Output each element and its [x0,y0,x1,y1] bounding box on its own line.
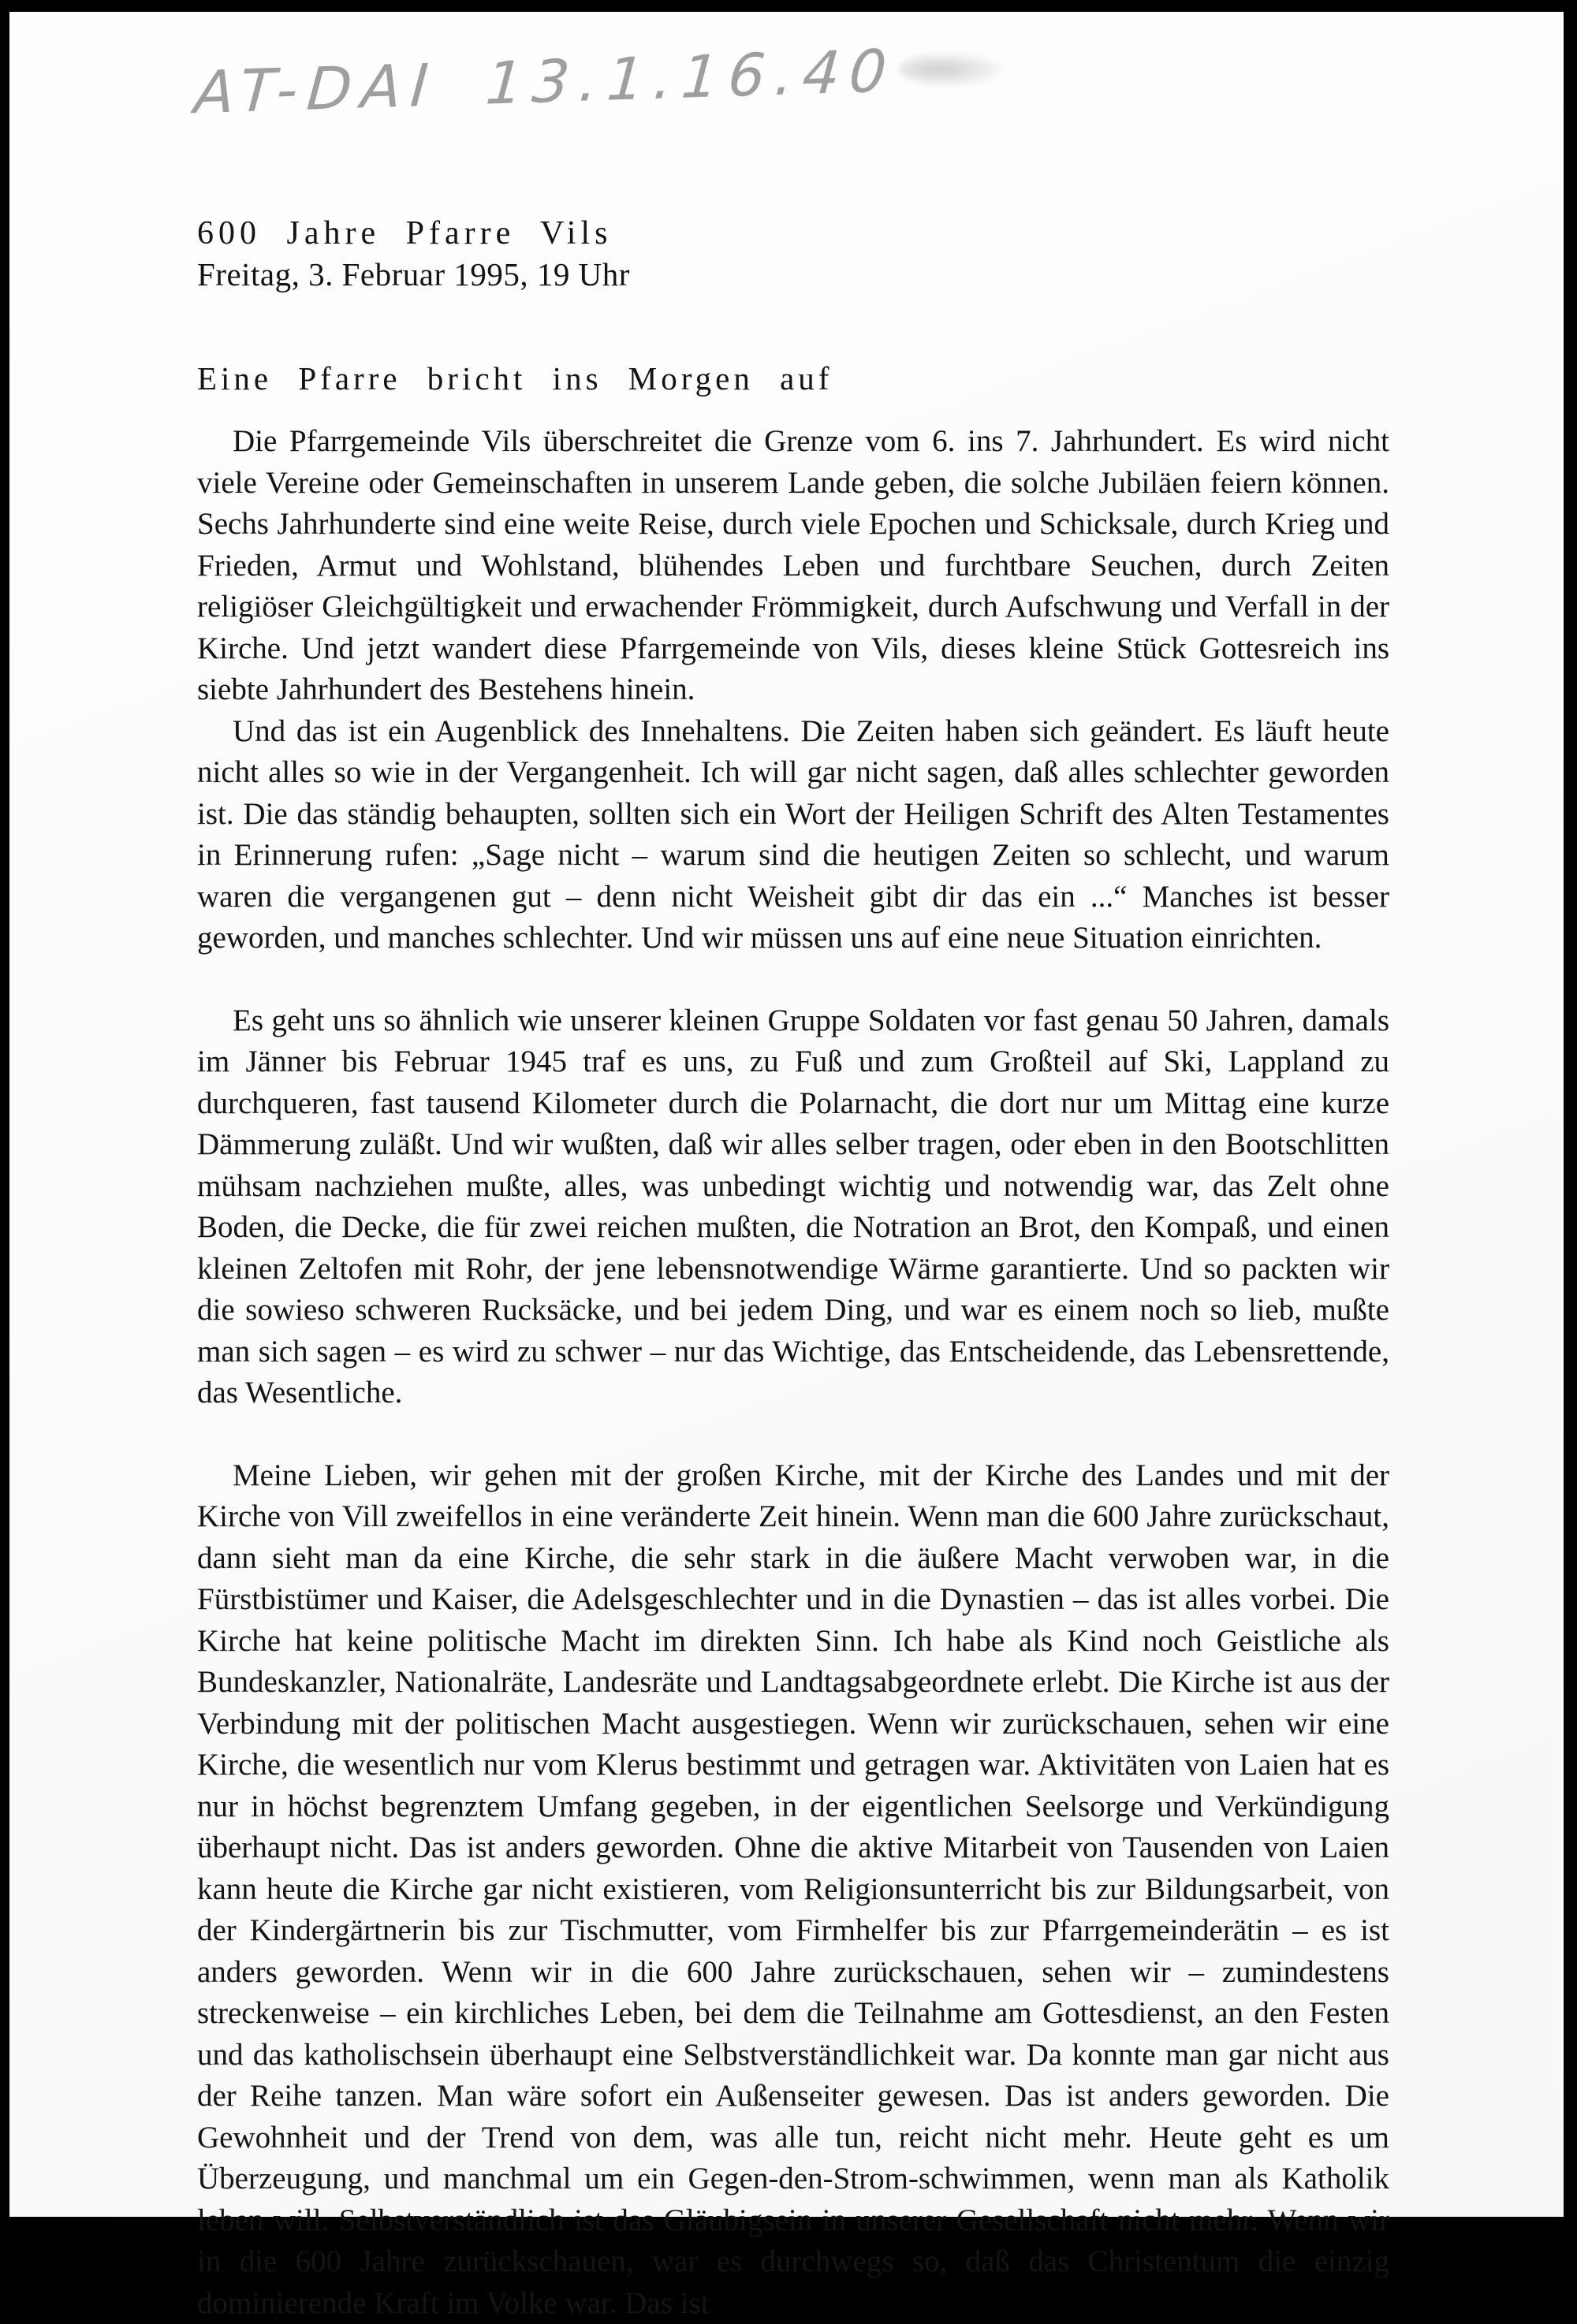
paper-sheet [9,12,1564,2217]
archival-note-handwritten: AT-DAI 13.1.16.40 [189,22,1389,170]
document-body [197,421,1389,2324]
document-datetime: Freitag, 3. Februar 1995, 19 Uhr [197,254,1389,295]
paragraph: Und das ist ein Augenblick des Innehaltens. Die Zeiten haben sich geändert. Es läuft heute nicht alles so wie in der Vergangenheit. Ich will gar nicht sagen, daß alles schlechter geworden ist. Die das ständig behaupten, sollten sich ein Wort der Heiligen Schrift des Alten Testamentes in Erinnerung rufen: „Sage nicht – warum sind die heutigen Zeiten so schlecht, und warum waren die vergangenen gut – denn nicht Weisheit gibt dir das ein ...“ Manches ist besser geworden, und manches schlechter. Und wir müssen uns auf eine neue Situation einrichten. [197,711,1389,959]
paragraph: Meine Lieben, wir gehen mit der großen Kirche, mit der Kirche des Landes und mit der Kirche von Vill zweifellos in eine veränderte Zeit hinein. Wenn man die 600 Jahre zurückschaut, dann sieht man da eine Kirche, die sehr stark in die äußere Macht verwoben war, in die Fürstbistümer und Kaiser, die Adelsgeschlechter und in die Dynastien – das ist alles vorbei. Die Kirche hat keine politische Macht im direkten Sinn. Ich habe als Kind noch Geistliche als Bundeskanzler, Nationalräte, Landesräte und Landtagsabgeordnete erlebt. Die Kirche ist aus der Verbindung mit der politischen Macht ausgestiegen. Wenn wir zurückschauen, sehen wir eine Kirche, die wesentlich nur vom Klerus bestimmt und getragen war. Aktivitäten von Laien hat es nur in höchst begrenztem Umfang gegeben, in der eigentlichen Seelsorge und Verkündigung überhaupt nicht. Das ist anders geworden. Ohne die aktive Mitarbeit von Tausenden von Laien kann heute die Kirche gar nicht existieren, vom Religionsunterricht bis zur Bildungsarbeit, von der Kindergärtnerin bis zur Tischmutter, vom Firmhelfer bis zur Pfarrgemeinderätin – es ist anders geworden. Wenn wir in die 600 Jahre zurückschauen, sehen wir – zumindestens streckenweise – ein kirchliches Leben, bei dem die Teilnahme am Gottesdienst, an den Festen und das katholischsein überhaupt eine Selbstverständlichkeit war. Da konnte man gar nicht aus der Reihe tanzen. Man wäre sofort ein Außenseiter gewesen. Das ist anders geworden. Die Gewohnheit und der Trend von dem, was alle tun, reicht nicht mehr. Heute geht es um Überzeugung, und manchmal um ein Gegen-den-Strom-schwimmen, wenn man als Katholik leben will. Selbstverständlich ist das Gläubigsein in unserer Gesellschaft nicht mehr. Wenn wir in die 600 Jahre zurückschauen, war es durchwegs so, daß das Christentum die einzig dominierende Kraft im Volke war. Das ist [197,1455,1389,2324]
document-title: 600 Jahre Pfarre Vils [197,213,1389,254]
paragraph: Es geht uns so ähnlich wie unserer kleinen Gruppe Soldaten vor fast genau 50 Jahren, damals im Jänner bis Februar 1945 traf es uns, zu Fuß und zum Großteil auf Ski, Lappland zu durchqueren, fast tausend Kilometer durch die Polarnacht, die dort nur um Mittag eine kurze Dämmerung zuläßt. Und wir wußten, daß wir alles selber tragen, oder eben in den Bootschlitten mühsam nachziehen mußte, alles, was unbedingt wichtig und notwendig war, das Zelt ohne Boden, die Decke, die für zwei reichen mußten, die Notration an Brot, den Kompaß, und einen kleinen Zeltofen mit Rohr, der jene lebensnotwendige Wärme garantierte. Und so packten wir die sowieso schweren Rucksäcke, und bei jedem Ding, und war es einem noch so lieb, mußte man sich sagen – es wird zu schwer – nur das Wichtige, das Entscheidende, das Lebensrettende, das Wesentliche. [197,1000,1389,1414]
paragraph: Die Pfarrgemeinde Vils überschreitet die Grenze vom 6. ins 7. Jahrhundert. Es wird nicht viele Vereine oder Gemeinschaften in unserem Lande geben, die solche Jubiläen feiern können. Sechs Jahrhunderte sind eine weite Reise, durch viele Epochen und Schicksale, durch Krieg und Frieden, Armut und Wohlstand, blühendes Leben und furchtbare Seuchen, durch Zeiten religiöser Gleichgültigkeit und erwachender Frömmigkeit, durch Aufschwung und Verfall in der Kirche. Und jetzt wandert diese Pfarrgemeinde von Vils, dieses kleine Stück Gottesreich ins siebte Jahrhundert des Bestehens hinein. [197,421,1389,711]
section-heading: Eine Pfarre bricht ins Morgen auf [197,358,1389,399]
